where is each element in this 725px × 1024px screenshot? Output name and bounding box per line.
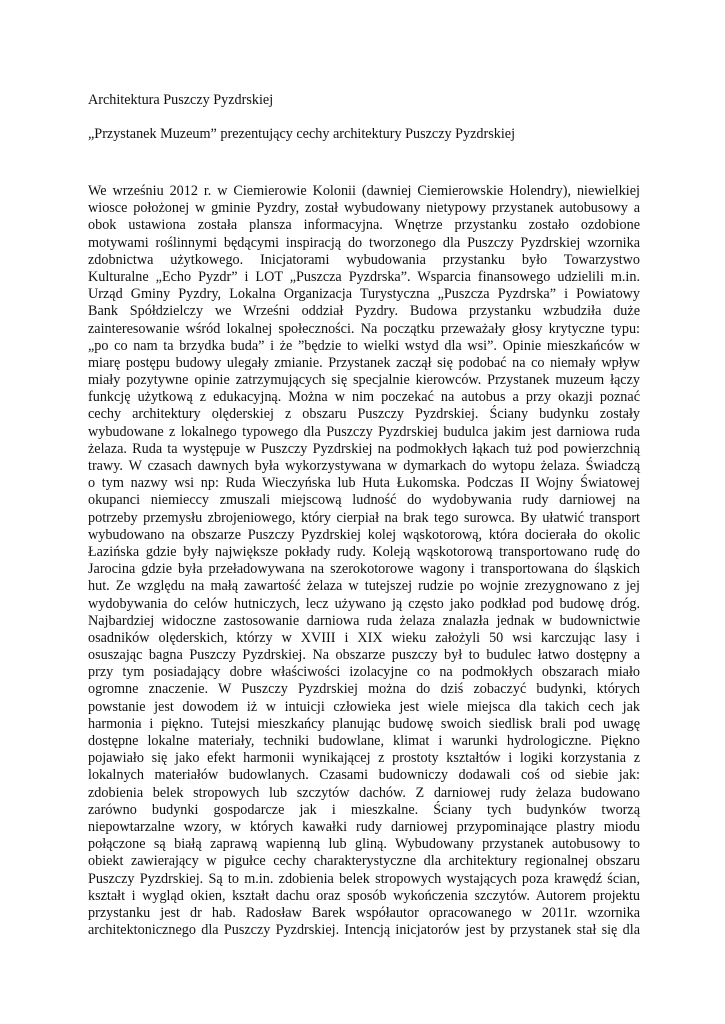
body-line: przystanku jest dr hab. Radosław Barek współautor opracowanego w 2011r. wzornika bbox=[88, 904, 640, 921]
body-line: o tym nazwy wsi np: Ruda Wieczyńska lub Huta Łukomska. Podczas II Wojny Światowej bbox=[88, 475, 640, 492]
body-line: kształt i wygląd okien, kształt dachu oraz sposób wykończenia szczytów. Autorem projektu bbox=[88, 887, 640, 904]
body-line: miarę postępu budowy ulegały zmianie. Przystanek zaczął się podobać na co niemały wpływ bbox=[88, 354, 640, 371]
body-line: funkcję użytkową z edukacyjną. Można w nim poczekać na autobus a przy okazji poznać bbox=[88, 389, 640, 406]
body-line: Kulturalne „Echo Pyzdr” i LOT „Puszcza Pyzdrska”. Wsparcia finansowego udzielili m.in. bbox=[88, 268, 640, 285]
body-paragraph bbox=[88, 183, 640, 939]
body-line: wydobywania do celów hutniczych, lecz używano ją często jako podkład pod budowę dróg. bbox=[88, 595, 640, 612]
body-line: Urząd Gminy Pyzdry, Lokalna Organizacja Turystyczna „Puszcza Pyzdrska” i Powiatowy bbox=[88, 286, 640, 303]
body-line: Puszczy Pyzdrskiej. Są to m.in. zdobienia belek stropowych wystających poza krawędź ścian, bbox=[88, 870, 640, 887]
body-line: osadników olęderskich, którzy w XVIII i XIX wieku założyli 50 wsi karczując lasy i bbox=[88, 629, 640, 646]
body-line: potrzeby przemysłu zbrojeniowego, który cierpiał na brak tego surowca. By ułatwić transport bbox=[88, 509, 640, 526]
body-line: ogromne znaczenie. W Puszczy Pyzdrskiej można do dziś zobaczyć budynki, których bbox=[88, 681, 640, 698]
body-line: Jarocina gdzie była przeładowywana na szerokotorowe wagony i transportowana do śląskich bbox=[88, 561, 640, 578]
body-line: dostępne lokalne materiały, techniki budowlane, klimat i warunki hydrologiczne. Piękno bbox=[88, 733, 640, 749]
body-line: niepowtarzalne wzory, w których kawałki rudy darniowej przypominające plastry miodu bbox=[88, 818, 640, 835]
body-line: okupanci niemieccy zmuszali miejscową ludność do wydobywania rudy darniowej na bbox=[88, 492, 640, 509]
body-line: powstanie jest dowodem iż w intuicji człowieka jest wiele miejsca dla takich cech jak bbox=[88, 698, 640, 715]
body-line: cechy architektury olęderskiej z obszaru Puszczy Pyzdrskiej. Ściany budynku zostały bbox=[88, 406, 640, 423]
body-line: obok ustawiona została plansza informacyjna. Wnętrze przystanku zostało ozdobione bbox=[88, 217, 640, 234]
body-line: lokalnych materiałów budowlanych. Czasami budowniczy dodawali coś od siebie jak: bbox=[88, 767, 640, 784]
body-line: zainteresowanie wśród lokalnej społeczności. Na początku przeważały głosy krytyczne typu: bbox=[88, 320, 640, 337]
body-line: połączone są białą zaprawą wapienną lub gliną. Wybudowany przystanek autobusowy to bbox=[88, 836, 640, 853]
body-line: osuszając bagna Puszczy Pyzdrskiej. Na obszarze puszczy był to budulec łatwo dostępny a bbox=[88, 647, 640, 664]
body-line: hut. Ze względu na małą zawartość żelaza w tutejszej rudzie po wojnie zrezygnowano z jej bbox=[88, 578, 640, 595]
body-line: wybudowane z lokalnego typowego dla Puszczy Pyzdrskiej budulca jakim jest darniowa ruda bbox=[88, 423, 640, 440]
body-line: Bank Spółdzielczy we Wrześni oddział Pyzdry. Budowa przystanku wzbudziła duże bbox=[88, 303, 640, 320]
body-line: motywami roślinnymi będącymi inspiracją do tworzonego dla Puszczy Pyzdrskiej wzornika bbox=[88, 234, 640, 251]
body-line: zdobnictwa użytkowego. Inicjatorami wybudowania przystanku było Towarzystwo bbox=[88, 251, 640, 268]
body-line: architektonicznego dla Puszczy Pyzdrskiej. Intencją inicjatorów jest by przystanek stał się dla bbox=[88, 922, 640, 939]
body-line: „po co nam ta brzydka buda” i że ”będzie to wielki wstyd dla wsi”. Opinie mieszkańców w bbox=[88, 337, 640, 354]
body-line: We wrześniu 2012 r. w Ciemierowie Kolonii (dawniej Ciemierowskie Holendry), niewielkiej bbox=[88, 183, 640, 199]
body-line: Łazińska gdzie były największe pokłady rudy. Koleją wąskotorową transportowano rudę do bbox=[88, 543, 640, 560]
body-line: Najbardziej widoczne zastosowanie darniowa ruda żelaza znalazła jednak w budownictwie bbox=[88, 612, 640, 629]
document-title: Architektura Puszczy Pyzdrskiej bbox=[88, 92, 274, 108]
document-subtitle: „Przystanek Muzeum” prezentujący cechy architektury Puszczy Pyzdrskiej bbox=[88, 126, 516, 142]
body-line: przy tym posiadający dobre właściwości izolacyjne co na podmokłych obszarach miało bbox=[88, 664, 640, 681]
body-line: żelaza. Ruda ta występuje w Puszczy Pyzdrskiej na podmokłych łąkach tuż pod powierzchnią bbox=[88, 440, 640, 457]
body-line: pojawiało się jako efekt harmonii wynikającej z prostoty kształtów i logiki korzystania z bbox=[88, 750, 640, 767]
body-line: harmonia i piękno. Tutejsi mieszkańcy planując budowę swoich siedlisk brali pod uwagę bbox=[88, 715, 640, 732]
body-line: miały pozytywne opinie zatrzymujących się specjalnie kierowców. Przystanek muzeum łączy bbox=[88, 372, 640, 389]
body-line: wybudowano na obszarze Puszczy Pyzdrskiej kolej wąskotorową, która docierała do okolic bbox=[88, 526, 640, 543]
body-line: trawy. W czasach dawnych była wykorzystywana w dymarkach do wytopu żelaza. Świadczą bbox=[88, 458, 640, 474]
body-line: wiosce położonej w gminie Pyzdry, został wybudowany nietypowy przystanek autobusowy a bbox=[88, 200, 640, 217]
body-line: zdobienia belek stropowych lub szczytów dachów. Z darniowej rudy żelaza budowano bbox=[88, 784, 640, 801]
body-line: zarówno budynki gospodarcze jak i mieszkalne. Ściany tych budynków tworzą bbox=[88, 801, 640, 818]
body-line: obiekt zawierający w pigułce cechy charakterystyczne dla architektury regionalnej obszaru bbox=[88, 853, 640, 870]
